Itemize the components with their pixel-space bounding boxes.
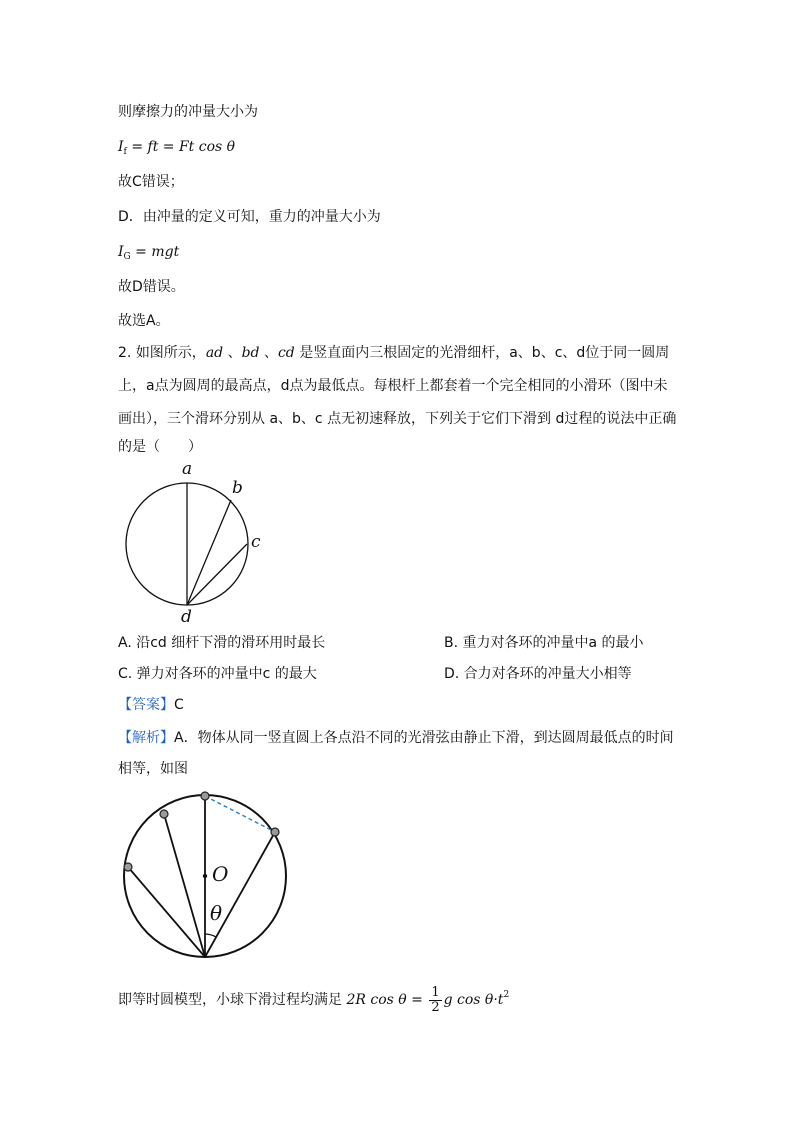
answer-line bbox=[118, 695, 184, 715]
text-line: 故选A。 bbox=[118, 313, 170, 329]
rod-ad: ad bbox=[205, 345, 224, 361]
analysis-line-2: 相等，如图 bbox=[118, 761, 188, 777]
question-text: 如图所示， bbox=[135, 345, 206, 361]
question-text: 是竖直面内三根固定的光滑细杆，a、b、c、d位于同一圆周 bbox=[294, 345, 670, 361]
analysis-tag: 【解析】 bbox=[118, 730, 174, 746]
answer-value: C bbox=[174, 697, 184, 713]
conclusion-text: 即等时圆模型，小球下滑过程均满足 bbox=[118, 992, 347, 1008]
option-b: B. 重力对各环的冲量中a 的最小 bbox=[444, 635, 644, 651]
question-line-1 bbox=[118, 343, 669, 363]
equation-lhs: 2R cos θ = bbox=[346, 992, 423, 1008]
label-theta: θ bbox=[210, 901, 223, 925]
dashed-connector bbox=[205, 796, 275, 832]
question-line-2: 上，a点为圆周的最高点，d点为最低点。每根杆上都套着一个完全相同的小滑环（图中未 bbox=[118, 378, 668, 394]
analysis-text: A．物体从同一竖直圆上各点沿不同的光滑弦由静止下滑，到达圆周最低点的时间 bbox=[174, 730, 674, 746]
text-line: D．由冲量的定义可知，重力的冲量大小为 bbox=[118, 209, 381, 225]
option-c: C. 弹力对各环的冲量中c 的最大 bbox=[118, 666, 317, 682]
fraction-denominator: 2 bbox=[431, 999, 440, 1015]
text-line: 故D错误。 bbox=[118, 279, 185, 295]
label-d: d bbox=[181, 607, 192, 627]
chord-left-upper bbox=[164, 814, 205, 957]
equation-rhs: g cos θ·t bbox=[443, 992, 504, 1008]
formula-gravity-impulse bbox=[118, 242, 179, 267]
label-b: b bbox=[232, 478, 243, 498]
label-a: a bbox=[182, 459, 193, 479]
option-d: D. 合力对各环的冲量大小相等 bbox=[444, 666, 632, 682]
angle-arc bbox=[205, 934, 216, 937]
chord-right bbox=[205, 832, 275, 957]
formula-friction-impulse bbox=[118, 137, 235, 162]
center-point bbox=[203, 874, 207, 878]
analysis-line-1 bbox=[118, 728, 674, 748]
figure-isochronous-circle bbox=[110, 784, 300, 964]
ball bbox=[271, 828, 279, 836]
formula-body: = ft = Ft cos θ bbox=[126, 139, 236, 155]
text-line: 则摩擦力的冲量大小为 bbox=[118, 104, 258, 120]
ball bbox=[124, 863, 132, 871]
rod-bd: bd bbox=[241, 345, 260, 361]
text-line: 故C错误； bbox=[118, 174, 184, 190]
option-a: A. 沿cd 细杆下滑的滑环用时最长 bbox=[118, 635, 326, 651]
formula-body: = mgt bbox=[130, 244, 180, 260]
formula-subscript: G bbox=[123, 252, 131, 262]
figure-rods-circle bbox=[110, 458, 280, 628]
equation-exponent: 2 bbox=[503, 990, 510, 1000]
question-line-4: 的是（ ） bbox=[118, 439, 202, 455]
conclusion-line bbox=[118, 978, 509, 1017]
answer-tag: 【答案】 bbox=[118, 697, 174, 713]
formula-subscript: f bbox=[123, 147, 127, 157]
formula-symbol: I bbox=[118, 244, 124, 260]
chord-left-lower bbox=[128, 867, 205, 957]
fraction-one-half bbox=[429, 986, 441, 1015]
rod-bd-line bbox=[187, 500, 231, 605]
formula-symbol: I bbox=[118, 139, 124, 155]
ball bbox=[160, 810, 168, 818]
rod-cd-line bbox=[187, 544, 247, 605]
label-O: O bbox=[212, 862, 229, 886]
rod-cd: cd bbox=[277, 345, 295, 361]
question-line-3: 画出），三个滑环分别从 a、b、c 点无初速释放，下列关于它们下滑到 d过程的说法中正确 bbox=[118, 411, 677, 427]
ball bbox=[201, 792, 209, 800]
separator: 、 bbox=[259, 345, 278, 361]
question-number: 2. bbox=[118, 345, 132, 361]
separator: 、 bbox=[223, 345, 242, 361]
fraction-numerator: 1 bbox=[431, 984, 440, 1000]
label-c: c bbox=[251, 532, 261, 552]
